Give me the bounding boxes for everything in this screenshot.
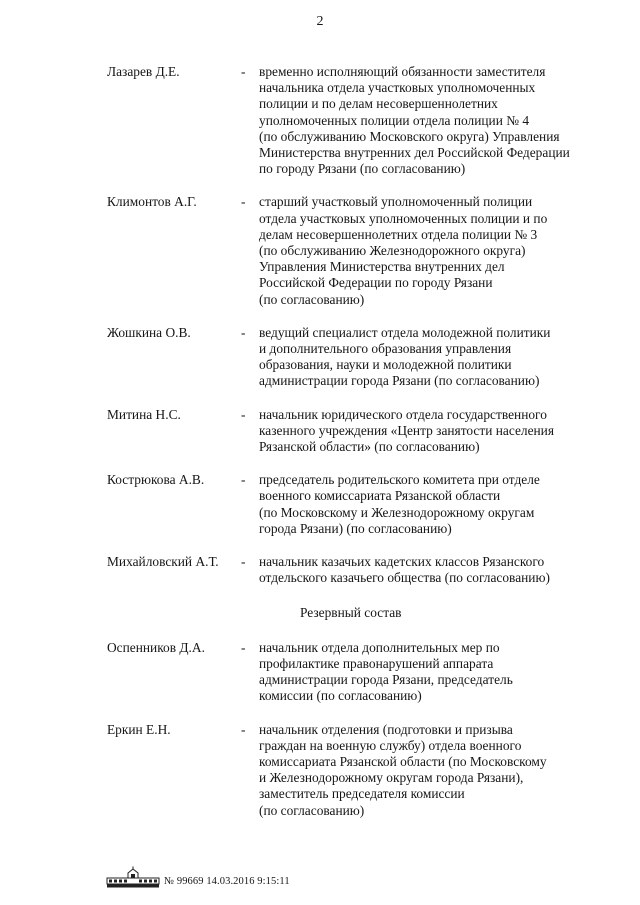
role-line: (по согласованию) xyxy=(259,291,365,307)
administration-building-logo-icon xyxy=(106,866,160,888)
role-line: профилактике правонарушений аппарата xyxy=(259,655,494,671)
role-line: администрации города Рязани, председатель xyxy=(259,672,513,688)
role-line: администрации города Рязани (по согласованию) xyxy=(259,373,540,389)
reserve-heading: Резервный состав xyxy=(300,605,402,621)
member-name: Лазарев Д.Е. xyxy=(107,64,180,79)
main-members xyxy=(107,64,617,586)
role-line: города Рязани) (по согласованию) xyxy=(259,520,452,536)
member-name: Михайловский А.Т. xyxy=(107,554,219,570)
member-role xyxy=(259,554,605,586)
member-role xyxy=(259,407,605,456)
member-entry xyxy=(107,640,617,705)
role-line: комиссии (по согласованию) xyxy=(259,688,422,704)
role-line: (по обслуживанию Московского округа) Управления xyxy=(259,128,560,144)
member-entry xyxy=(107,554,617,586)
member-name: Еркин Е.Н. xyxy=(107,721,171,737)
member-entry xyxy=(107,407,617,456)
role-line: граждан на военную службу) отдела военного xyxy=(259,737,522,753)
role-line: полиции и по делам несовершеннолетних xyxy=(259,96,498,112)
role-line: ведущий специалист отдела молодежной политики xyxy=(259,324,551,340)
role-line: (по Московскому и Железнодорожному округам xyxy=(259,504,535,520)
member-role xyxy=(259,325,605,390)
role-line: начальник юридического отдела государственного xyxy=(259,406,547,422)
role-line: Российской Федерации по городу Рязани xyxy=(259,275,493,291)
dash-separator: - xyxy=(241,406,246,422)
role-line: (по согласованию) xyxy=(259,802,365,818)
dash-separator: - xyxy=(241,639,246,655)
role-line: начальник казачьих кадетских классов Рязанского xyxy=(259,554,545,570)
member-entry xyxy=(107,722,617,819)
member-name: Митина Н.С. xyxy=(107,406,181,422)
dash-separator: - xyxy=(241,472,246,488)
member-entry xyxy=(107,194,617,307)
member-name: Оспенников Д.А. xyxy=(107,639,205,655)
role-line: Министерства внутренних дел Российской Федерации xyxy=(259,145,570,161)
dash-separator: - xyxy=(241,554,246,570)
member-role xyxy=(259,722,605,819)
role-line: отдела участковых уполномоченных полиции и по xyxy=(259,210,548,226)
role-line: старший участковый уполномоченный полиции xyxy=(259,194,533,210)
member-entry xyxy=(107,64,617,177)
role-line: начальник отделения (подготовки и призыва xyxy=(259,721,513,737)
member-name: Кострюкова А.В. xyxy=(107,472,205,488)
dash-separator: - xyxy=(241,64,246,79)
document-number-timestamp: № 99669 14.03.2016 9:15:11 xyxy=(164,876,290,887)
member-role xyxy=(259,472,605,537)
member-list xyxy=(107,64,617,819)
member-role xyxy=(259,64,605,177)
role-line: заместитель председателя комиссии xyxy=(259,786,465,802)
dash-separator: - xyxy=(241,194,246,210)
role-line: военного комиссариата Рязанской области xyxy=(259,488,501,504)
role-line: начальник отдела дополнительных мер по xyxy=(259,639,500,655)
role-line: Рязанской области» (по согласованию) xyxy=(259,439,480,455)
reserve-members xyxy=(107,640,617,819)
role-line: комиссариата Рязанской области (по Московскому xyxy=(259,753,547,769)
role-line: председатель родительского комитета при отделе xyxy=(259,472,540,488)
role-line: казенного учреждения «Центр занятости населения xyxy=(259,422,555,438)
dash-separator: - xyxy=(241,324,246,340)
role-line: Управления Министерства внутренних дел xyxy=(259,259,505,275)
page-number: 2 xyxy=(316,14,324,29)
member-entry xyxy=(107,325,617,390)
dash-separator: - xyxy=(241,721,246,737)
member-name: Жошкина О.В. xyxy=(107,324,191,340)
role-line: делам несовершеннолетних отдела полиции № 3 xyxy=(259,226,538,242)
member-role xyxy=(259,194,605,307)
role-line: уполномоченных полиции отдела полиции № 4 xyxy=(259,112,530,128)
role-line: образования, науки и молодежной политики xyxy=(259,357,512,373)
role-line: (по обслуживанию Железнодорожного округа) xyxy=(259,243,526,259)
role-line: начальника отдела участковых уполномоченных xyxy=(259,80,536,96)
role-line: по городу Рязани (по согласованию) xyxy=(259,161,466,177)
member-entry xyxy=(107,472,617,537)
member-role xyxy=(259,640,605,705)
role-line: и Железнодорожному округам города Рязани), xyxy=(259,770,524,786)
role-line: временно исполняющий обязанности заместителя xyxy=(259,64,546,79)
member-name: Климонтов А.Г. xyxy=(107,194,197,210)
role-line: отдельского казачьего общества (по согласованию) xyxy=(259,570,550,586)
role-line: и дополнительного образования управления xyxy=(259,341,512,357)
footer-stamp xyxy=(106,866,290,888)
